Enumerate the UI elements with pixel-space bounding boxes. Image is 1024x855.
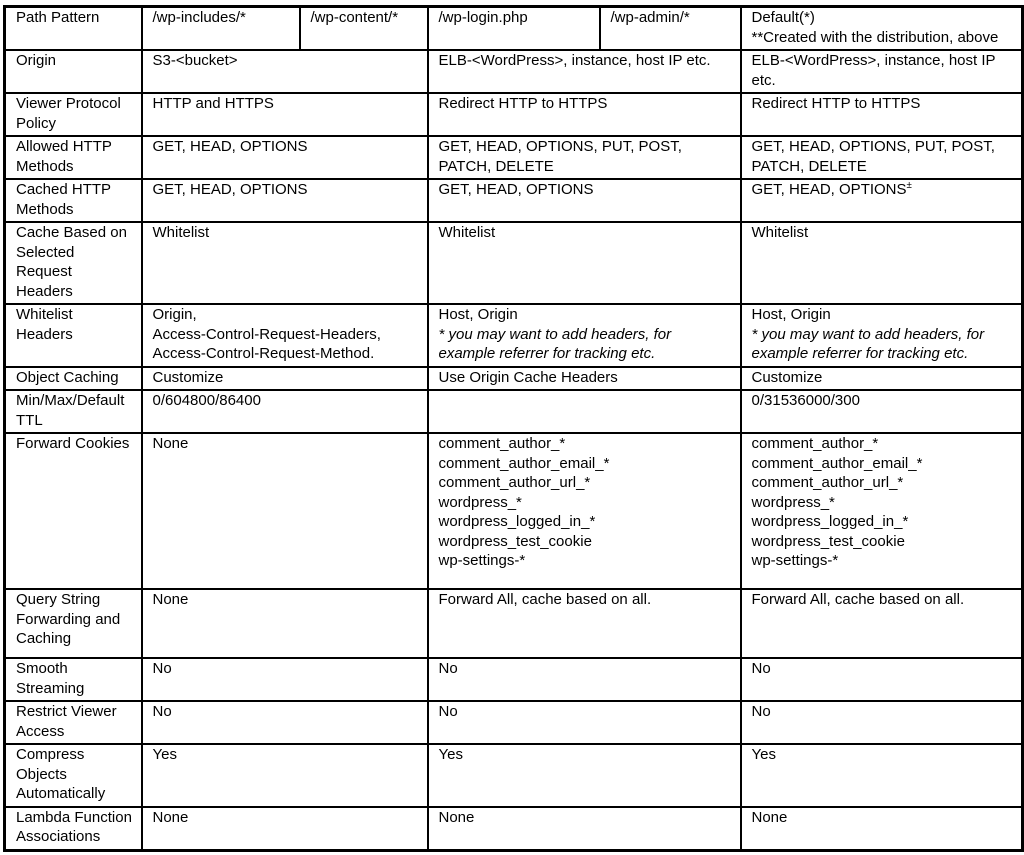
value-cell	[142, 807, 428, 851]
value-cell	[142, 367, 428, 391]
cell-line: Yes	[152, 746, 177, 763]
cell-line: GET, HEAD, OPTIONS, PUT, POST, PATCH, DELETE	[438, 138, 682, 175]
value-cell	[142, 701, 428, 744]
value-cell	[428, 807, 741, 851]
row-label: Query String Forwarding and Caching	[5, 589, 142, 658]
table-row	[5, 701, 1023, 744]
cell-line: ELB-<WordPress>, instance, host IP etc.	[438, 52, 711, 69]
table-row	[5, 390, 1023, 433]
cell-line: HTTP and HTTPS	[152, 95, 274, 112]
cell-line: comment_author_email_*	[751, 454, 923, 472]
cell-line: comment_author_email_*	[438, 454, 610, 472]
superscript-mark: ±	[906, 180, 912, 191]
value-cell	[741, 50, 1023, 93]
cell-line: GET, HEAD, OPTIONS±	[751, 180, 912, 198]
value-cell	[741, 658, 1023, 701]
cell-line: GET, HEAD, OPTIONS	[152, 181, 308, 198]
value-cell	[741, 433, 1023, 589]
value-cell	[142, 390, 428, 433]
value-cell	[741, 589, 1023, 658]
cell-line: Use Origin Cache Headers	[438, 368, 618, 386]
value-cell	[741, 367, 1023, 391]
cell-line: Redirect HTTP to HTTPS	[751, 95, 921, 112]
header-default-cell	[741, 7, 1023, 51]
header-default-title: Default(*)	[751, 9, 815, 26]
row-label: Lambda Function Associations	[5, 807, 142, 851]
value-cell	[428, 50, 741, 93]
cell-line: Access-Control-Request-Headers,	[152, 325, 381, 343]
cell-line: No	[152, 660, 172, 677]
row-label: Origin	[5, 50, 142, 93]
table-row	[5, 136, 1023, 179]
value-cell	[741, 222, 1023, 304]
value-cell	[428, 433, 741, 589]
value-cell	[741, 744, 1023, 807]
header-path-wp-admin: /wp-admin/*	[600, 7, 741, 51]
value-cell	[741, 179, 1023, 222]
table-row	[5, 222, 1023, 304]
value-cell	[142, 304, 428, 367]
header-path-wp-includes: /wp-includes/*	[142, 7, 300, 51]
row-label: Min/Max/Default TTL	[5, 390, 142, 433]
table-row	[5, 807, 1023, 851]
cell-line: Whitelist	[152, 224, 210, 241]
header-row	[5, 7, 1023, 51]
cell-line: Redirect HTTP to HTTPS	[438, 95, 608, 112]
row-label: Forward Cookies	[5, 433, 142, 589]
cell-line: wordpress_*	[438, 493, 522, 511]
cell-line: wordpress_test_cookie	[751, 532, 905, 550]
cell-line: S3-<bucket>	[152, 52, 238, 69]
cell-line: Yes	[751, 746, 776, 763]
cell-line: Access-Control-Request-Method.	[152, 345, 375, 362]
table-row	[5, 50, 1023, 93]
value-cell	[428, 744, 741, 807]
table-row	[5, 433, 1023, 589]
value-cell	[142, 50, 428, 93]
cell-line: wordpress_*	[751, 493, 835, 511]
cell-line: GET, HEAD, OPTIONS, PUT, POST, PATCH, DELETE	[751, 138, 995, 175]
value-cell	[142, 93, 428, 136]
cell-line: 0/31536000/300	[751, 392, 860, 409]
value-cell	[428, 304, 741, 367]
cell-line: Customize	[751, 368, 823, 386]
table-row	[5, 179, 1023, 222]
cell-line: No	[751, 703, 771, 720]
cell-line: comment_author_url_*	[751, 474, 904, 491]
cell-line: None	[751, 808, 788, 826]
value-cell	[142, 136, 428, 179]
value-cell	[428, 136, 741, 179]
cell-line: Yes	[438, 746, 463, 763]
cell-line: Customize	[152, 368, 224, 386]
cell-line: * you may want to add headers, for example referrer for tracking etc.	[751, 325, 985, 362]
header-default-note: **Created with the distribution, above	[751, 28, 999, 46]
table-row	[5, 658, 1023, 701]
cell-line: No	[751, 660, 771, 677]
value-cell	[142, 658, 428, 701]
value-cell	[428, 179, 741, 222]
cell-line: No	[152, 703, 172, 720]
cell-line: Host, Origin	[438, 306, 518, 323]
cache-behavior-table	[3, 5, 1024, 852]
row-label: Cached HTTP Methods	[5, 179, 142, 222]
cell-line: wp-settings-*	[751, 552, 839, 569]
table-row	[5, 304, 1023, 367]
value-cell	[142, 589, 428, 658]
value-cell	[428, 367, 741, 391]
header-label: Path Pattern	[5, 7, 142, 51]
value-cell	[741, 304, 1023, 367]
cell-line: Whitelist	[438, 224, 496, 241]
row-label: Cache Based on Selected Request Headers	[5, 222, 142, 304]
cell-line: comment_author_*	[438, 435, 566, 452]
value-cell	[428, 93, 741, 136]
row-label: Allowed HTTP Methods	[5, 136, 142, 179]
row-label: Restrict Viewer Access	[5, 701, 142, 744]
cell-line: None	[438, 808, 475, 826]
value-cell	[741, 390, 1023, 433]
cell-line: GET, HEAD, OPTIONS	[438, 181, 594, 198]
header-path-wp-content: /wp-content/*	[300, 7, 428, 51]
value-cell	[741, 701, 1023, 744]
value-cell	[428, 701, 741, 744]
cell-line: None	[152, 591, 189, 608]
cell-line: 0/604800/86400	[152, 392, 261, 409]
cell-line: wordpress_logged_in_*	[438, 513, 596, 530]
value-cell	[741, 93, 1023, 136]
value-cell	[142, 179, 428, 222]
cell-line: wordpress_test_cookie	[438, 532, 592, 550]
cell-line: No	[438, 703, 458, 720]
value-cell	[428, 658, 741, 701]
cell-line: wordpress_logged_in_*	[751, 513, 909, 530]
row-label: Whitelist Headers	[5, 304, 142, 367]
value-cell	[428, 589, 741, 658]
cell-line: comment_author_*	[751, 435, 879, 452]
cell-line: Whitelist	[751, 224, 809, 241]
value-cell	[428, 222, 741, 304]
table-row	[5, 367, 1023, 391]
cell-line: ELB-<WordPress>, instance, host IP etc.	[751, 52, 996, 89]
row-label: Object Caching	[5, 367, 142, 391]
row-label: Viewer Protocol Policy	[5, 93, 142, 136]
cell-line: No	[438, 660, 458, 677]
row-label: Smooth Streaming	[5, 658, 142, 701]
cell-line: None	[152, 808, 189, 826]
cell-line: Forward All, cache based on all.	[751, 591, 965, 608]
value-cell	[428, 390, 741, 433]
value-cell	[142, 744, 428, 807]
cell-line: Origin,	[152, 306, 197, 323]
cell-line: Host, Origin	[751, 306, 831, 323]
header-path-wp-login: /wp-login.php	[428, 7, 600, 51]
table-row	[5, 93, 1023, 136]
value-cell	[142, 433, 428, 589]
table-row	[5, 744, 1023, 807]
cell-line: comment_author_url_*	[438, 474, 591, 491]
cell-line: * you may want to add headers, for example referrer for tracking etc.	[438, 325, 672, 362]
value-cell	[142, 222, 428, 304]
table-row	[5, 589, 1023, 658]
row-label: Compress Objects Automatically	[5, 744, 142, 807]
cell-line: wp-settings-*	[438, 552, 526, 569]
cell-line: GET, HEAD, OPTIONS	[152, 138, 308, 155]
value-cell	[741, 807, 1023, 851]
cell-line: None	[152, 435, 189, 452]
cell-line: Forward All, cache based on all.	[438, 591, 652, 608]
table-body	[5, 50, 1023, 850]
value-cell	[741, 136, 1023, 179]
